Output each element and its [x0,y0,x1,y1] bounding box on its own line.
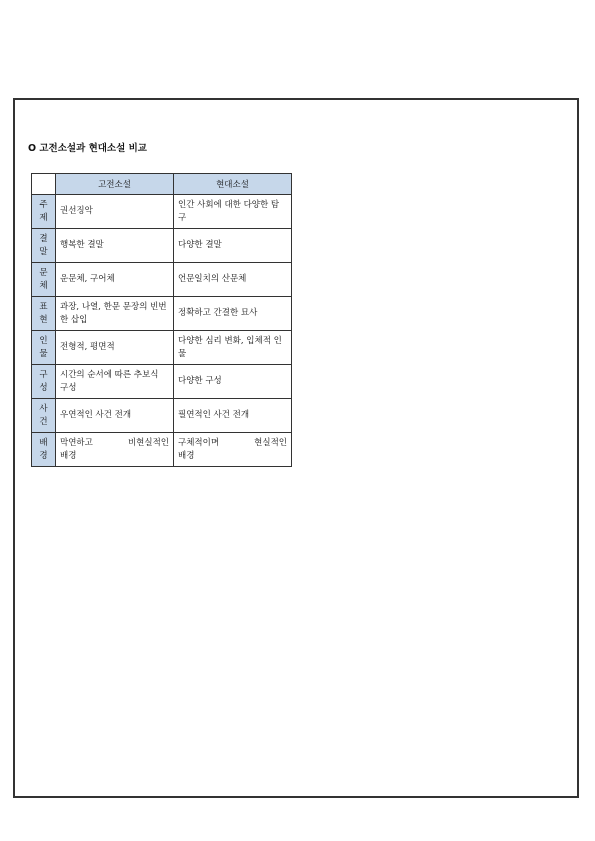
header-modern: 현대소설 [174,174,292,195]
modern-cell: 필연적인 사건 전개 [174,399,292,433]
modern-cell: 다양한 결말 [174,229,292,263]
classic-cell: 전형적, 평면적 [56,331,174,365]
row-category: 구 성 [32,365,56,399]
row-category: 사 건 [32,399,56,433]
row-category: 결 말 [32,229,56,263]
table-row [32,365,292,399]
row-category: 배 경 [32,433,56,467]
classic-cell-line2: 배경 [60,450,77,461]
classic-cell: 과장, 나열, 한문 문장의 빈번한 삽입 [56,297,174,331]
table-row [32,263,292,297]
modern-cell: 언문일치의 산문체 [174,263,292,297]
modern-cell-word: 현실적인 [254,437,287,448]
classic-cell: 권선징악 [56,195,174,229]
comparison-table [31,173,292,467]
modern-cell: 다양한 심리 변화, 입체적 인물 [174,331,292,365]
table-row [32,297,292,331]
row-category: 주 제 [32,195,56,229]
table-row [32,399,292,433]
classic-cell-word: 비현실적인 [127,437,169,448]
modern-cell: 정확하고 간결한 묘사 [174,297,292,331]
table-row [32,331,292,365]
table-row [32,195,292,229]
row-category: 인 물 [32,331,56,365]
table-header-row [32,174,292,195]
classic-cell: 우연적인 사건 전개 [56,399,174,433]
classic-cell [56,433,174,467]
header-corner-cell [32,174,56,195]
modern-cell: 다양한 구성 [174,365,292,399]
modern-cell-word: 구체적이며 [178,437,220,448]
classic-cell: 운문체, 구어체 [56,263,174,297]
classic-cell: 시간의 순서에 따른 추보식 구성 [56,365,174,399]
header-classic: 고전소설 [56,174,174,195]
section-title: O 고전소설과 현대소설 비교 [28,143,147,154]
table-row [32,433,292,467]
classic-cell: 행복한 결말 [56,229,174,263]
row-category: 표 현 [32,297,56,331]
classic-cell-word: 막연하고 [60,437,93,448]
table-row [32,229,292,263]
modern-cell: 인간 사회에 대한 다양한 탐구 [174,195,292,229]
row-category: 문 체 [32,263,56,297]
modern-cell [174,433,292,467]
modern-cell-line2: 배경 [178,450,195,461]
